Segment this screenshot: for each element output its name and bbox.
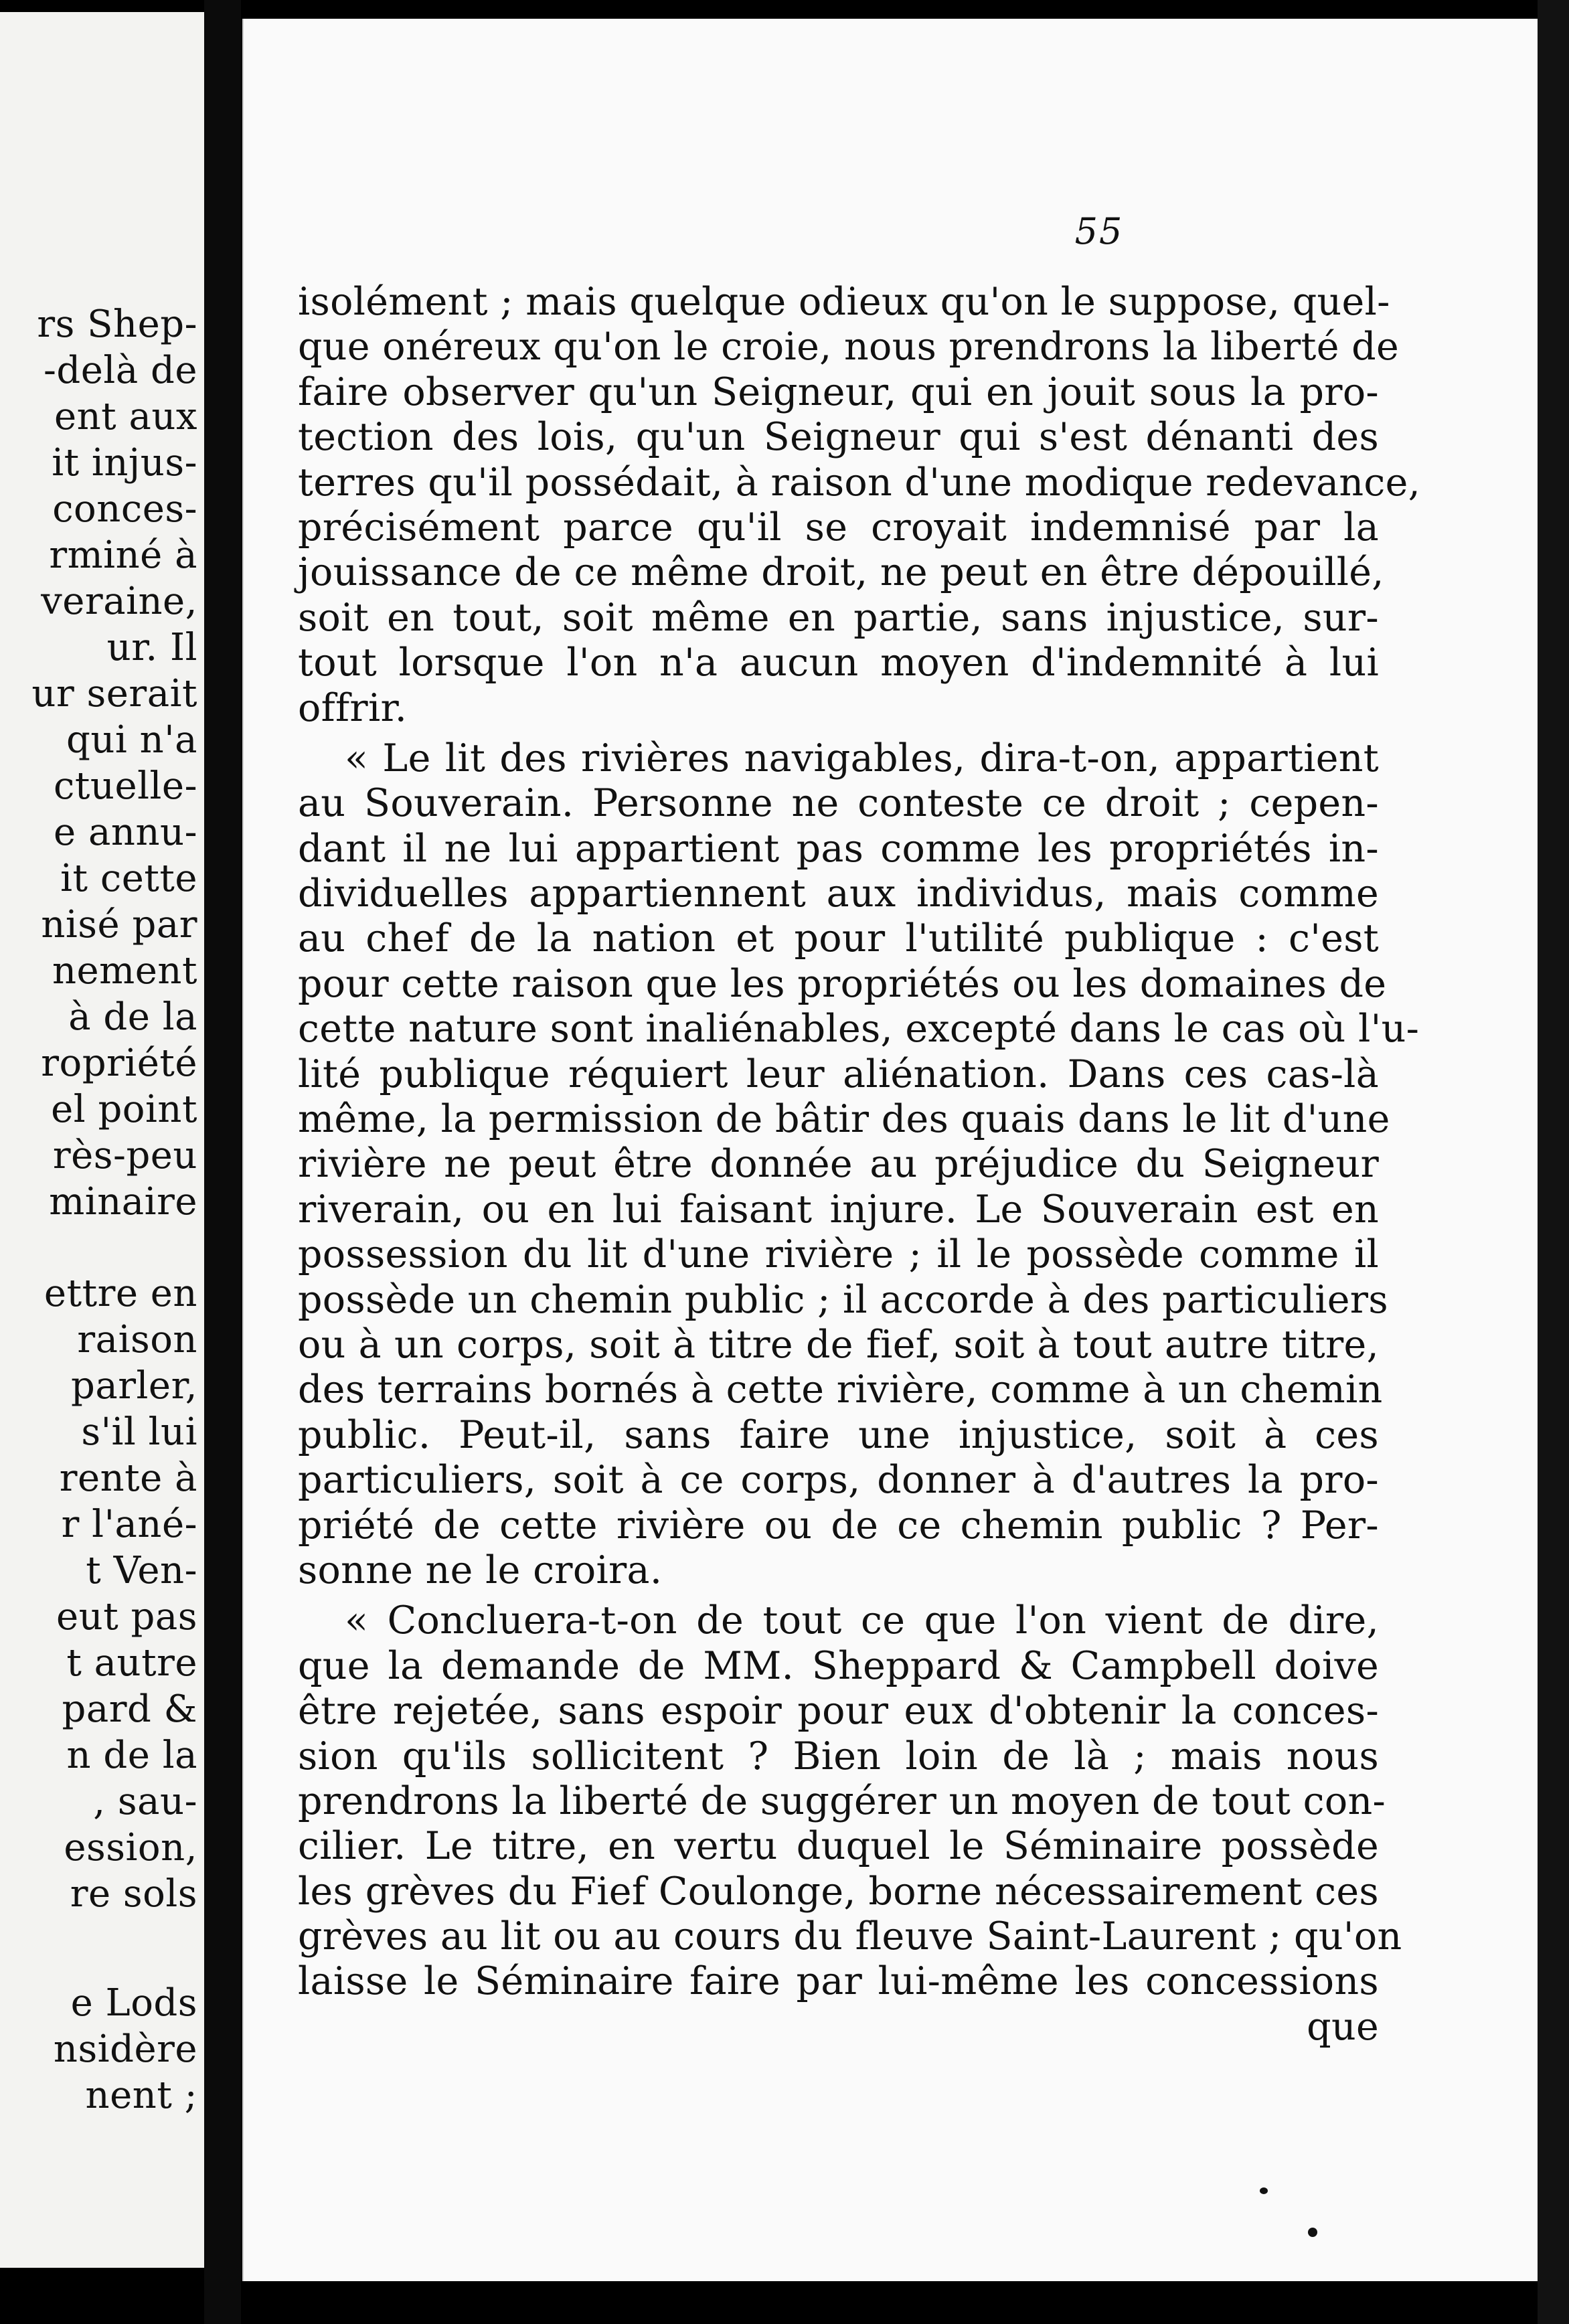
text-line: être rejetée, sans espoir pour eux d'obtenir la conces-: [298, 1689, 1379, 1734]
previous-page-line: re sols: [70, 1872, 197, 1916]
text-line: dant il ne lui appartient pas comme les propriétés in-: [298, 826, 1379, 871]
text-line: que la demande de MM. Sheppard & Campbell doive: [298, 1643, 1379, 1688]
text-line: pour cette raison que les propriétés ou les domaines de: [298, 961, 1387, 1006]
previous-page-text-middle: [0, 1270, 197, 1917]
previous-page-line: -delà de: [44, 349, 197, 392]
text-line: tection des lois, qu'un Seigneur qui s'est dénanti des: [298, 415, 1379, 460]
previous-page-text-bottom: [0, 1980, 197, 2119]
text-line: particuliers, soit à ce corps, donner à d'autres la pro-: [298, 1458, 1379, 1503]
previous-page-line: e annu-: [54, 811, 197, 854]
text-line: précisément parce qu'il se croyait indemnisé par la: [298, 505, 1379, 550]
text-line: soit en tout, soit même en partie, sans injustice, sur-: [298, 595, 1379, 640]
previous-page-line: r l'ané-: [61, 1503, 197, 1546]
previous-page-line: nent ;: [85, 2074, 197, 2117]
previous-page-line: conces-: [52, 487, 197, 531]
previous-page-line: qui n'a: [66, 718, 197, 762]
previous-page-line: parler,: [71, 1364, 197, 1408]
text-line: « Le lit des rivières navigables, dira-t-on, appartient: [345, 736, 1379, 780]
previous-page-line: raison: [77, 1318, 197, 1361]
previous-page-line: ur serait: [31, 672, 197, 716]
previous-page-line: ctuelle-: [54, 764, 197, 808]
text-line: les grèves du Fief Coulonge, borne nécessairement ces: [298, 1869, 1379, 1914]
previous-page-line: nsidère: [53, 2027, 197, 2071]
previous-page-line: ur. Il: [106, 626, 197, 669]
ink-speck: [1260, 2187, 1268, 2194]
previous-page-line: rente à: [59, 1457, 197, 1500]
previous-page-line: s'il lui: [81, 1410, 197, 1454]
text-line: terres qu'il possédait, à raison d'une modique redevance,: [298, 460, 1421, 505]
text-line: offrir.: [298, 685, 408, 730]
previous-page-line: it cette: [60, 857, 197, 900]
previous-page-line: ent aux: [54, 395, 197, 438]
text-line: riverain, ou en lui faisant injure. Le Souverain est en: [298, 1187, 1379, 1232]
previous-page-line: ession,: [64, 1826, 197, 1870]
previous-page-line: rès-peu: [52, 1134, 197, 1177]
text-line: des terrains bornés à cette rivière, comme à un chemin: [298, 1367, 1383, 1412]
text-line: ou à un corps, soit à titre de fief, soit à tout autre titre,: [298, 1322, 1379, 1367]
previous-page-line: rminé à: [49, 533, 197, 577]
previous-page-line: rs Shep-: [37, 303, 197, 346]
text-line: lité publique réquiert leur aliénation. Dans ces cas-là: [298, 1052, 1379, 1096]
text-line: laisse le Séminaire faire par lui-même les concessions: [298, 1959, 1379, 2004]
text-line: que onéreux qu'on le croie, nous prendrons la liberté de: [298, 325, 1400, 369]
book-gutter: [204, 0, 241, 2324]
previous-page-line: ettre en: [44, 1272, 197, 1315]
text-line: que: [1307, 2004, 1379, 2049]
page-edge: [1538, 0, 1569, 2324]
previous-page-line: t autre: [66, 1641, 197, 1685]
text-line: sion qu'ils sollicitent ? Bien loin de là ; mais nous: [298, 1734, 1379, 1778]
previous-page-line: eut pas: [56, 1595, 197, 1639]
text-line: possède un chemin public ; il accorde à des particuliers: [298, 1277, 1388, 1322]
text-line: au chef de la nation et pour l'utilité publique : c'est: [298, 916, 1379, 961]
text-line: au Souverain. Personne ne conteste ce droit ; cepen-: [298, 781, 1379, 826]
text-line: prendrons la liberté de suggérer un moyen de tout con-: [298, 1778, 1386, 1823]
previous-page-line: pard &: [62, 1687, 197, 1731]
previous-page-line: el point: [51, 1088, 197, 1131]
body-text: [298, 280, 1421, 2050]
text-line: faire observer qu'un Seigneur, qui en jouit sous la pro-: [298, 369, 1379, 414]
page-number: 55: [1074, 210, 1124, 252]
ink-speck: [1308, 2228, 1317, 2237]
previous-page-text-top: [0, 301, 197, 1225]
previous-page-line: nisé par: [41, 903, 197, 946]
text-line: cette nature sont inaliénables, excepté dans le cas où l'u-: [298, 1007, 1420, 1052]
previous-page-line: t Ven-: [86, 1549, 197, 1592]
previous-page-line: veraine,: [41, 580, 197, 623]
previous-page-line: e Lods: [70, 1981, 197, 2025]
text-line: cilier. Le titre, en vertu duquel le Séminaire possède: [298, 1824, 1379, 1869]
text-line: public. Peut-il, sans faire une injustice, soit à ces: [298, 1412, 1379, 1457]
previous-page-line: it injus-: [52, 441, 197, 485]
text-line: jouissance de ce même droit, ne peut en être dépouillé,: [298, 550, 1384, 595]
previous-page-line: à de la: [68, 995, 197, 1039]
text-line: « Concluera-t-on de tout ce que l'on vient de dire,: [345, 1598, 1379, 1643]
text-line: possession du lit d'une rivière ; il le possède comme il: [298, 1232, 1379, 1277]
previous-page-line: ropriété: [41, 1042, 197, 1085]
text-line: même, la permission de bâtir des quais dans le lit d'une: [298, 1097, 1390, 1142]
text-line: tout lorsque l'on n'a aucun moyen d'indemnité à lui: [298, 641, 1379, 685]
text-line: isolément ; mais quelque odieux qu'on le suppose, quel-: [298, 280, 1390, 324]
previous-page-fragment: [0, 12, 206, 2268]
text-line: sonne ne le croira.: [298, 1548, 663, 1592]
text-line: rivière ne peut être donnée au préjudice du Seigneur: [298, 1142, 1379, 1187]
text-line: dividuelles appartiennent aux individus, mais comme: [298, 872, 1379, 916]
previous-page-line: , sau-: [93, 1780, 197, 1823]
text-line: priété de cette rivière ou de ce chemin public ? Per-: [298, 1503, 1379, 1548]
previous-page-line: nement: [52, 949, 197, 993]
previous-page-line: minaire: [49, 1180, 197, 1224]
text-line: grèves au lit ou au cours du fleuve Saint-Laurent ; qu'on: [298, 1914, 1402, 1959]
previous-page-line: n de la: [66, 1734, 197, 1777]
